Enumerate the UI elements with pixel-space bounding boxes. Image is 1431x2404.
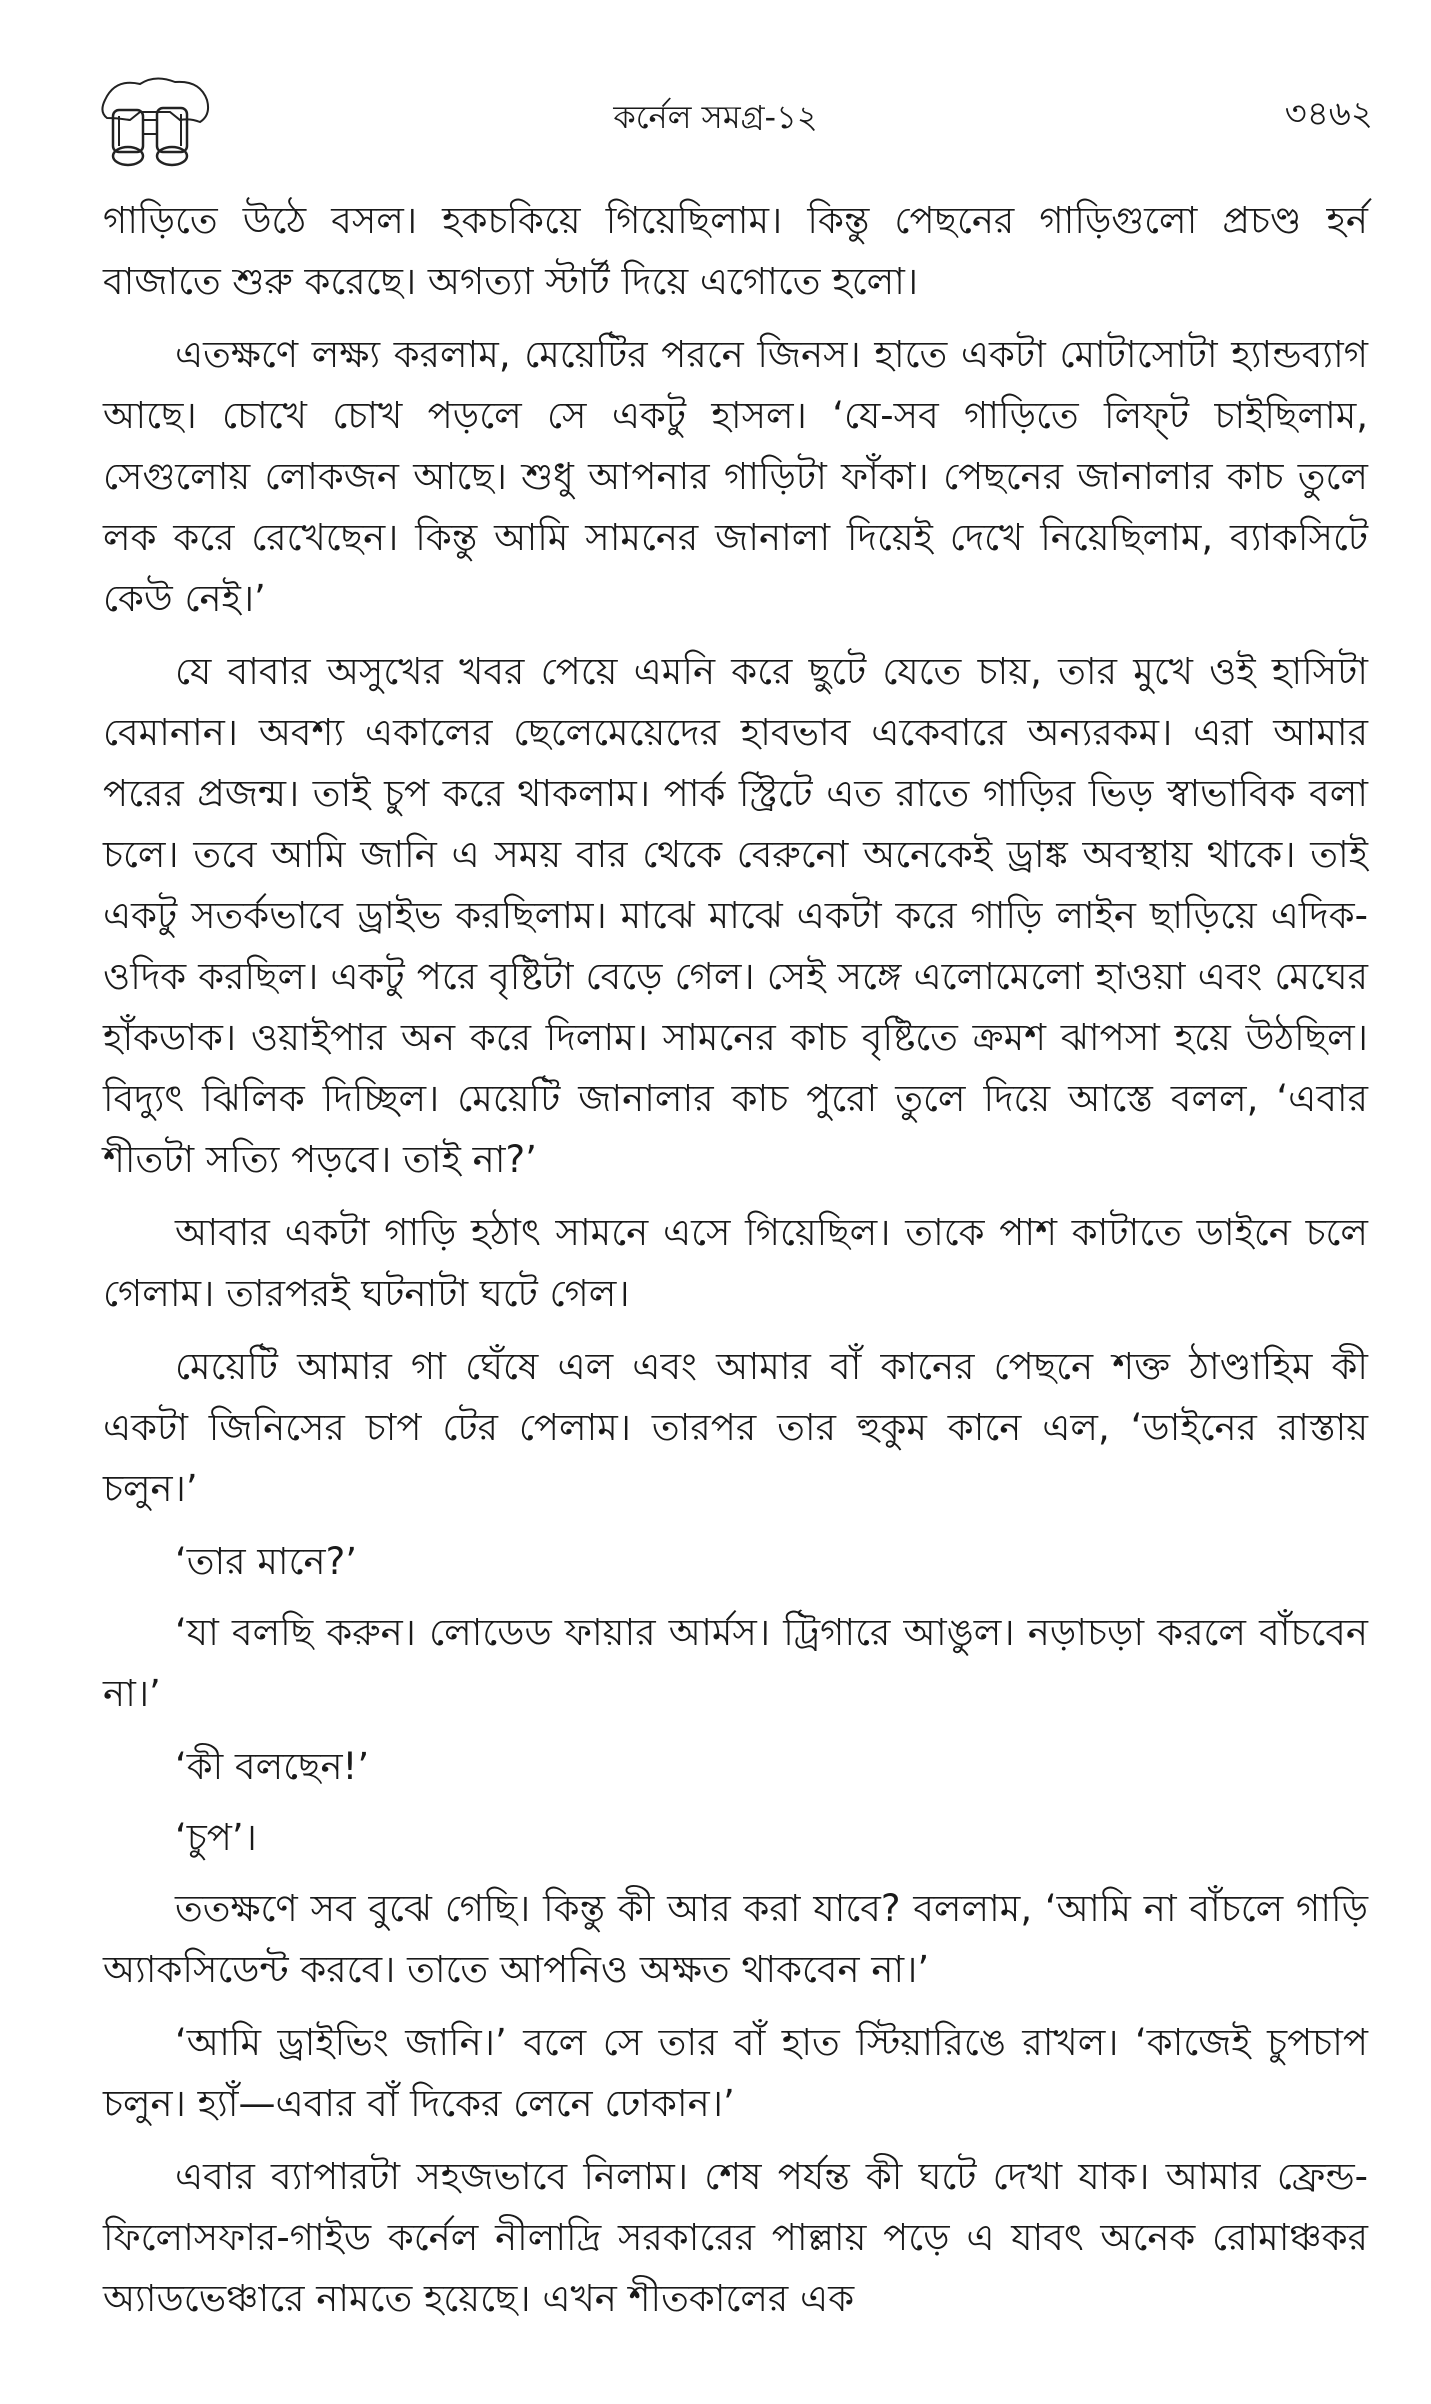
paragraph: ‘আমি ড্রাইভিং জানি।’ বলে সে তার বাঁ হাত স্টিয়ারিঙে রাখল। ‘কাজেই চুপচাপ চলুন। হ্যাঁ—এবার বাঁ দিকের লেনে ঢোকান।’ — [103, 2021, 1368, 2125]
dialogue-line: ‘যা বলছি করুন। লোডেড ফায়ার আর্মস। ট্রিগারে আঙুল। নড়াচড়া করলে বাঁচবেন না।’ — [103, 1611, 1368, 1715]
dialogue-line: ‘তার মানে?’ — [175, 1540, 357, 1583]
paragraph: এবার ব্যাপারটা সহজভাবে নিলাম। শেষ পর্যন্ত কী ঘটে দেখা যাক। আমার ফ্রেন্ড-ফিলোসফার-গাইড কর্নেল নীলাদ্রি সরকারের পাল্লায় পড়ে এ যাবৎ অনেক রোমাঞ্চকর অ্যাডভেঞ্চারে নামতে হয়েছে। এখন শীতকালের এক — [103, 2155, 1368, 2320]
page-number: ৩৪৬২ — [1284, 94, 1373, 134]
dialogue-line: ‘চুপ’। — [175, 1816, 257, 1859]
running-header: কর্নেল সমগ্র-১২ — [613, 98, 818, 136]
dialogue-line: ‘কী বলছেন!’ — [175, 1745, 370, 1788]
paragraph: গাড়িতে উঠে বসল। হকচকিয়ে গিয়েছিলাম। কিন্তু পেছনের গাড়িগুলো প্রচণ্ড হর্ন বাজাতে শুরু করেছে। অগত্যা স্টার্ট দিয়ে এগোতে হলো। — [103, 199, 1368, 303]
page-body — [103, 190, 1368, 2341]
paragraph: ততক্ষণে সব বুঝে গেছি। কিন্তু কী আর করা যাবে? বললাম, ‘আমি না বাঁচলে গাড়ি অ্যাকসিডেন্ট করবে। তাতে আপনিও অক্ষত থাকবেন না।’ — [103, 1887, 1368, 1991]
paragraph: যে বাবার অসুখের খবর পেয়ে এমনি করে ছুটে যেতে চায়, তার মুখে ওই হাসিটা বেমানান। অবশ্য একালের ছেলেমেয়েদের হাবভাব একেবারে অন্যরকম। এরা আমার পরের প্রজন্ম। তাই চুপ করে থাকলাম। পার্ক স্ট্রিটে এত রাতে গাড়ির ভিড় স্বাভাবিক বলা চলে। তবে আমি জানি এ সময় বার থেকে বেরুনো অনেকেই ড্রাঙ্ক অবস্থায় থাকে। তাই একটু সতর্কভাবে ড্রাইভ করছিলাম। মাঝে মাঝে একটা করে গাড়ি লাইন ছাড়িয়ে এদিক-ওদিক করছিল। একটু পরে বৃষ্টিটা বেড়ে গেল। সেই সঙ্গে এলোমেলো হাওয়া এবং মেঘের হাঁকডাক। ওয়াইপার অন করে দিলাম। সামনের কাচ বৃষ্টিতে ক্রমশ ঝাপসা হয়ে উঠছিল। বিদ্যুৎ ঝিলিক দিচ্ছিল। মেয়েটি জানালার কাচ পুরো তুলে দিয়ে আস্তে বলল, ‘এবার শীতটা সত্যি পড়বে। তাই না?’ — [103, 650, 1368, 1181]
paragraph: মেয়েটি আমার গা ঘেঁষে এল এবং আমার বাঁ কানের পেছনে শক্ত ঠাণ্ডাহিম কী একটা জিনিসের চাপ টের পেলাম। তারপর তার হুকুম কানে এল, ‘ডাইনের রাস্তায় চলুন।’ — [103, 1345, 1368, 1510]
paragraph: এতক্ষণে লক্ষ্য করলাম, মেয়েটির পরনে জিনস। হাতে একটা মোটাসোটা হ্যান্ডব্যাগ আছে। চোখে চোখ পড়লে সে একটু হাসল। ‘যে-সব গাড়িতে লিফ্‌ট চাইছিলাম, সেগুলোয় লোকজন আছে। শুধু আপনার গাড়িটা ফাঁকা। পেছনের জানালার কাচ তুলে লক করে রেখেছেন। কিন্তু আমি সামনের জানালা দিয়েই দেখে নিয়েছিলাম, ব্যাকসিটে কেউ নেই।’ — [103, 333, 1368, 620]
paragraph: আবার একটা গাড়ি হঠাৎ সামনে এসে গিয়েছিল। তাকে পাশ কাটাতে ডাইনে চলে গেলাম। তারপরই ঘটনাটা ঘটে গেল। — [103, 1211, 1368, 1315]
